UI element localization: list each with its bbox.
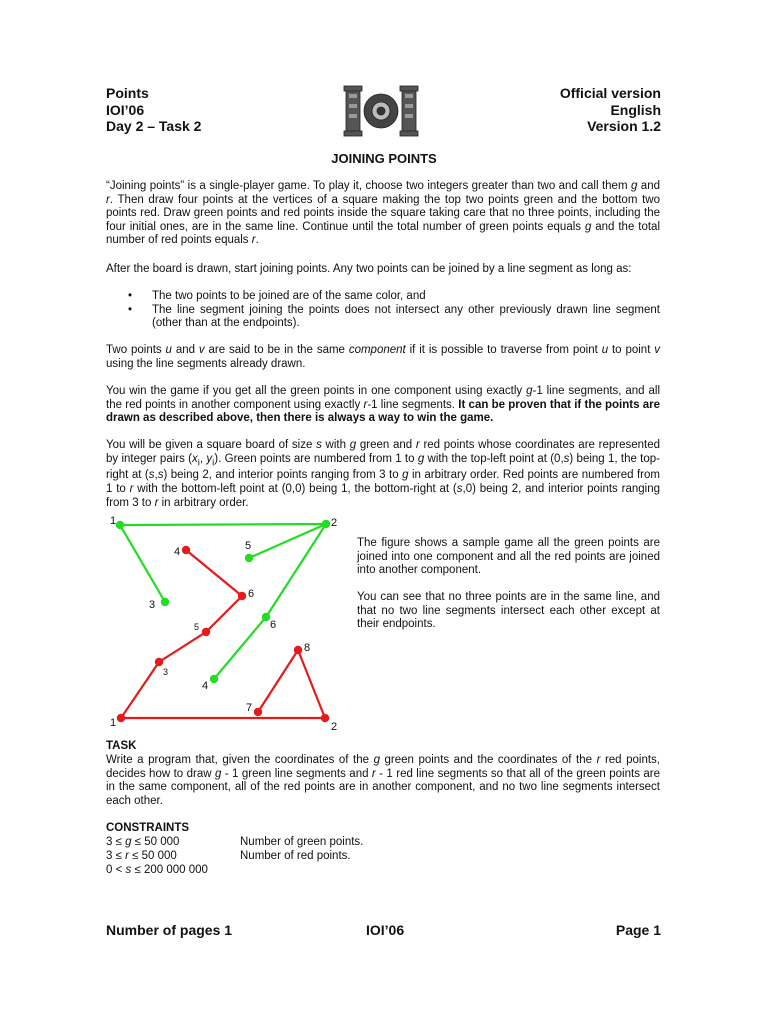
red-point-label: 5 [194, 622, 200, 632]
constraint-row: 0 < s ≤ 200 000 000 [106, 864, 208, 876]
header-right [560, 85, 661, 135]
green-segment [120, 525, 165, 602]
intro-paragraph: “Joining points” is a single-player game. To play it, choose two integers greater than two and call them g and r. Then draw four points at the vertices of a square making the top two points green and the bottom two points red. Draw green points and red points inside the square taking care that no three points, including the four initial ones, are in the same line. Continue until the total number of green points equals g and the total number of red points equals r. [106, 180, 661, 247]
footer-page-number: Page 1 [615, 922, 661, 938]
red-point-label: 6 [248, 588, 255, 600]
page-title: JOINING POINTS [331, 151, 437, 166]
red-point [117, 714, 125, 722]
green-segment [214, 617, 266, 679]
green-point-label: 2 [331, 517, 338, 529]
figure-caption-2: You can see that no three points are in the same line, and that no two line segments intersect each other except at their endpoints. [357, 591, 660, 631]
footer-page-count: Number of pages 1 [106, 922, 233, 938]
green-point [161, 598, 169, 606]
red-point-label: 1 [110, 717, 117, 729]
version-number: Version 1.2 [587, 118, 661, 134]
red-segment [186, 550, 242, 596]
joining-rules-paragraph: After the board is drawn, start joining points. Any two points can be joined by a line segment as long as: [106, 263, 632, 275]
green-point-label: 5 [245, 540, 252, 552]
sample-game-figure [104, 511, 344, 741]
win-paragraph: You win the game if you get all the green points in one component using exactly g-1 line segments, and all the red points in another component using exactly r-1 line segments. It can be proven that if the points are drawn as described above, then there is always a way to win the game. [106, 385, 661, 425]
red-segment [159, 632, 206, 662]
input-paragraph: You will be given a square board of size s with g green and r red points whose coordinates are represented by integer pairs ($x_i$, $y_i$). Green points are numbered from 1 to g with the top-left point at (0,s) being 1, the top-right at (s,s) being 2, and interior points ranging from 3 to g in arbitrary order. Red points are numbered from 1 to r with the bottom-left point at (0,0) being 1, the bottom-right at (s,0) being 2, and interior points ranging from 3 to r in arbitrary order. [106, 439, 661, 509]
task-name: Points [106, 85, 149, 101]
red-point-label: 4 [174, 546, 181, 558]
task-heading: TASK [106, 740, 137, 752]
bullet-glyph: • [128, 303, 133, 316]
task-description: Write a program that, given the coordinates of the g green points and the coordinates of the r red points, decides how to draw g - 1 green line segments and r - 1 red line segments so that all of the green points are in the same component, all of the red points are in another component, and no two line segments intersect each other. [106, 754, 660, 807]
constraint-row: 3 ≤ g ≤ 50 000 Number of green points. [106, 836, 364, 848]
red-point-label: 8 [304, 642, 311, 654]
green-point [245, 554, 253, 562]
figure-caption-1: The figure shows a sample game all the green points are joined into one component and all the red points are joined into another component. [357, 537, 660, 577]
green-point-label: 3 [149, 599, 156, 611]
red-point-label: 7 [246, 702, 253, 714]
header-left [106, 85, 201, 135]
red-point [182, 546, 190, 554]
green-point-label: 6 [270, 619, 277, 631]
green-point-label: 1 [110, 515, 117, 527]
green-point [116, 521, 124, 529]
rules-list [106, 290, 660, 331]
language: English [610, 101, 661, 118]
red-point-label: 2 [331, 721, 338, 733]
green-point [262, 613, 270, 621]
red-segment [258, 650, 298, 712]
green-point-label: 4 [202, 680, 209, 692]
constraints-heading: CONSTRAINTS [106, 822, 190, 834]
contest-name: IOI’06 [106, 101, 145, 118]
red-point [238, 592, 246, 600]
list-item: • The line segment joining the points does not intersect any other previously drawn line segment (other than at the endpoints). [128, 303, 660, 330]
red-segment [121, 662, 159, 718]
red-point [294, 646, 302, 654]
red-point-label: 3 [163, 667, 169, 677]
green-segment [120, 524, 326, 525]
red-segment [206, 596, 242, 632]
ioi-logo [342, 82, 420, 140]
red-point [321, 714, 329, 722]
list-item: • The two points to be joined are of the same color, and [128, 290, 426, 302]
red-point [254, 708, 262, 716]
version-type: Official version [559, 85, 661, 101]
green-point [322, 520, 330, 528]
constraint-row: 3 ≤ r ≤ 50 000 Number of red points. [106, 850, 351, 862]
green-point [210, 675, 218, 683]
red-point [202, 628, 210, 636]
bullet-glyph: • [128, 290, 133, 302]
red-point [155, 658, 163, 666]
day-task: Day 2 – Task 2 [106, 118, 202, 134]
red-segment [298, 650, 325, 718]
component-paragraph: Two points u and v are said to be in the same component if it is possible to traverse from point u to point v using the line segments already drawn. [106, 344, 661, 370]
footer-contest: IOI’06 [366, 922, 405, 938]
